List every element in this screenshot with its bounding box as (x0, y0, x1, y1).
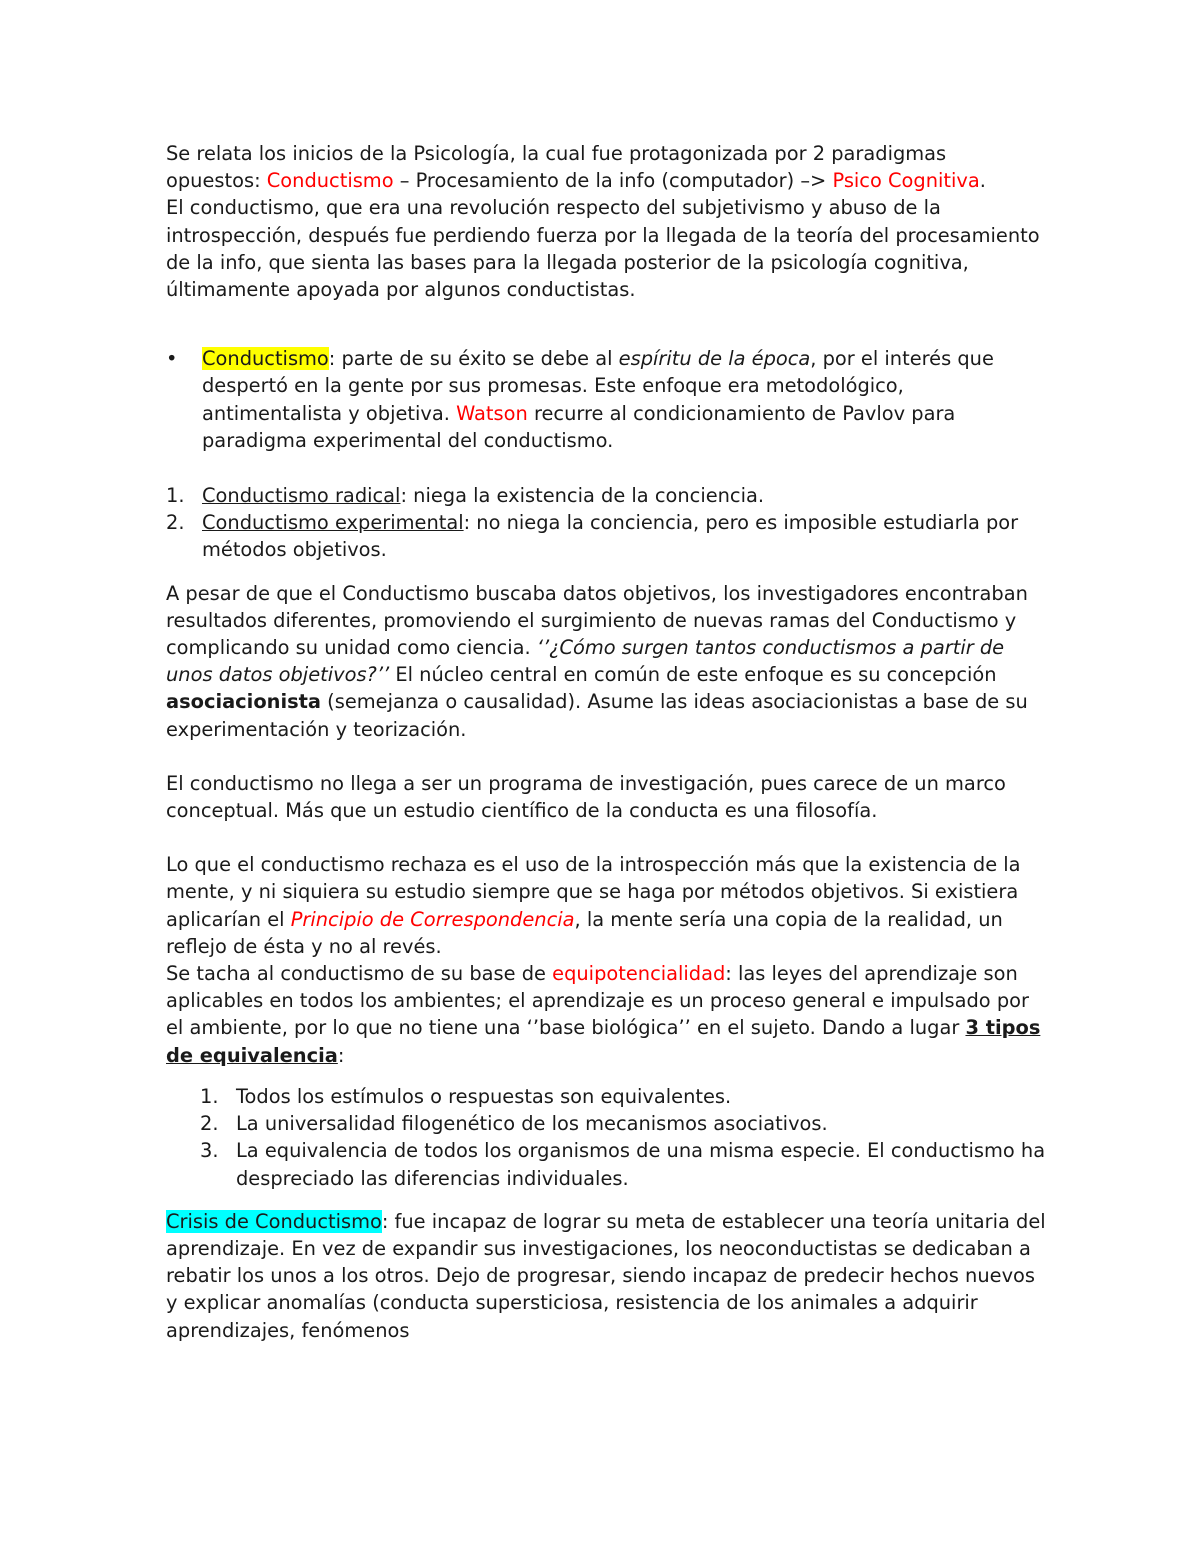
conductismo-highlight: Conductismo (202, 347, 329, 371)
programa-paragraph: El conductismo no llega a ser un programa de investigación, pues carece de un marco conceptual. Más que un estudio científico de la conducta es una filosofía. (166, 771, 1006, 823)
intro-text-2: – Procesamiento de la info (computador) –> (393, 169, 833, 193)
conductismo-term: Conductismo (266, 169, 394, 193)
list-item (166, 509, 1046, 563)
list-item (166, 1110, 1046, 1137)
tacha-paragraph (166, 960, 1046, 1069)
equipotencialidad-term: equipotencialidad (552, 962, 726, 986)
bullet-item-conductismo (166, 345, 1046, 454)
bullet-text-2: , por el interés que despertó en la gente por sus promesas. Este enfoque era metodológico, antimentalista y objetiva. (202, 347, 994, 425)
list-number: 3. (200, 1139, 219, 1163)
apesar-text: A pesar de que el Conductismo buscaba datos objetivos, los investigadores encontraban resultados diferentes, promoviendo el surgimiento de nuevas ramas del Conductismo y complicando su unidad como ciencia. (166, 581, 1028, 660)
bullet-text: : parte de su éxito se debe al (328, 347, 619, 371)
list-text: Todos los estímulos o respuestas son equivalentes. (236, 1084, 732, 1108)
tacha-text: Se tacha al conductismo de su base de (166, 962, 553, 986)
list-text: : no niega la conciencia, pero es imposible estudiarla por métodos objetivos. (202, 511, 1019, 562)
list-item (166, 482, 1046, 509)
list-item (166, 1137, 1046, 1191)
apesar-text-3: (semejanza o causalidad). Asume las ideas asociacionistas a base de su experimentación y teorización. (166, 690, 1028, 741)
tipos-equivalencia-bold: 3 tipos de equivalencia (166, 1016, 1041, 1067)
rechaza-text-2: , la mente sería una copia de la realidad, un reflejo de ésta y no al revés. (166, 907, 1003, 958)
crisis-paragraph (166, 1208, 1046, 1344)
asociacionista-bold: asociacionista (166, 690, 321, 714)
apesar-paragraph (166, 580, 1046, 743)
list-number: 1. (166, 484, 185, 508)
list-text: La equivalencia de todos los organismos de una misma especie. El conductismo ha despreciado las diferencias individuales. (236, 1139, 1046, 1190)
list-text: La universalidad filogenético de los mecanismos asociativos. (236, 1112, 828, 1136)
intro-paragraph (166, 140, 1046, 194)
intro-period: . (979, 169, 986, 193)
tacha-text-2: : las leyes del aprendizaje son aplicables en todos los ambientes; el aprendizaje es un proceso general e impulsado por el ambiente, por lo que no tiene una ‘’base biológica’’ en el sujeto. Dando a lugar (166, 962, 1029, 1040)
list-number: 1. (200, 1084, 219, 1108)
crisis-highlight: Crisis de Conductismo (166, 1209, 382, 1233)
intro-text: Se relata los inicios de la Psicología, la cual fue protagonizada por 2 paradigmas opuestos: (166, 142, 947, 193)
list-item (166, 1083, 1046, 1110)
psico-cognitiva-term: Psico Cognitiva (832, 169, 980, 193)
equivalencia-list (166, 1083, 1046, 1192)
tacha-colon: : (337, 1043, 345, 1067)
list-text: : niega la existencia de la conciencia. (400, 484, 765, 508)
crisis-text: : fue incapaz de lograr su meta de establecer una teoría unitaria del aprendizaje. En vez de expandir sus investigaciones, los neoconductistas se dedicaban a rebatir los unos a los otros. Dejo de progresar, siendo incapaz de predecir hechos nuevos y explicar anomalías (conducta supersticiosa, resistencia de los animales a adquirir aprendizajes, fenómenos (166, 1209, 1046, 1342)
quote-italic: ‘’¿Cómo surgen tantos conductismos a partir de unos datos objetivos?’’ (166, 636, 1005, 687)
bullet-list (166, 345, 1046, 454)
list-number: 2. (166, 511, 185, 535)
list-number: 2. (200, 1112, 219, 1136)
document-body (166, 140, 1046, 1344)
apesar-text-2: El núcleo central en común de este enfoque es su concepción (389, 663, 997, 687)
conductismo-types-list (166, 482, 1046, 564)
espiritu-italic: espíritu de la época (618, 347, 811, 371)
rechaza-text: Lo que el conductismo rechaza es el uso de la introspección más que la existencia de la mente, y ni siquiera su estudio siempre que se haga por métodos objetivos. Si existiera aplicarían el (166, 853, 1021, 931)
list-term: Conductismo experimental (202, 511, 464, 535)
list-term: Conductismo radical (202, 484, 401, 508)
rechaza-paragraph (166, 851, 1046, 960)
principio-term: Principio de Correspondencia (290, 907, 575, 931)
bullet-text-3: recurre al condicionamiento de Pavlov para paradigma experimental del conductismo. (202, 401, 956, 452)
bullet-icon: • (166, 347, 178, 371)
intro-paragraph-2: El conductismo, que era una revolución respecto del subjetivismo y abuso de la introspección, después fue perdiendo fuerza por la llegada de la teoría del procesamiento de la info, que sienta las bases para la llegada posterior de la psicología cognitiva, últimamente apoyada por algunos conductistas. (166, 196, 1040, 302)
watson-term: Watson (456, 401, 528, 425)
